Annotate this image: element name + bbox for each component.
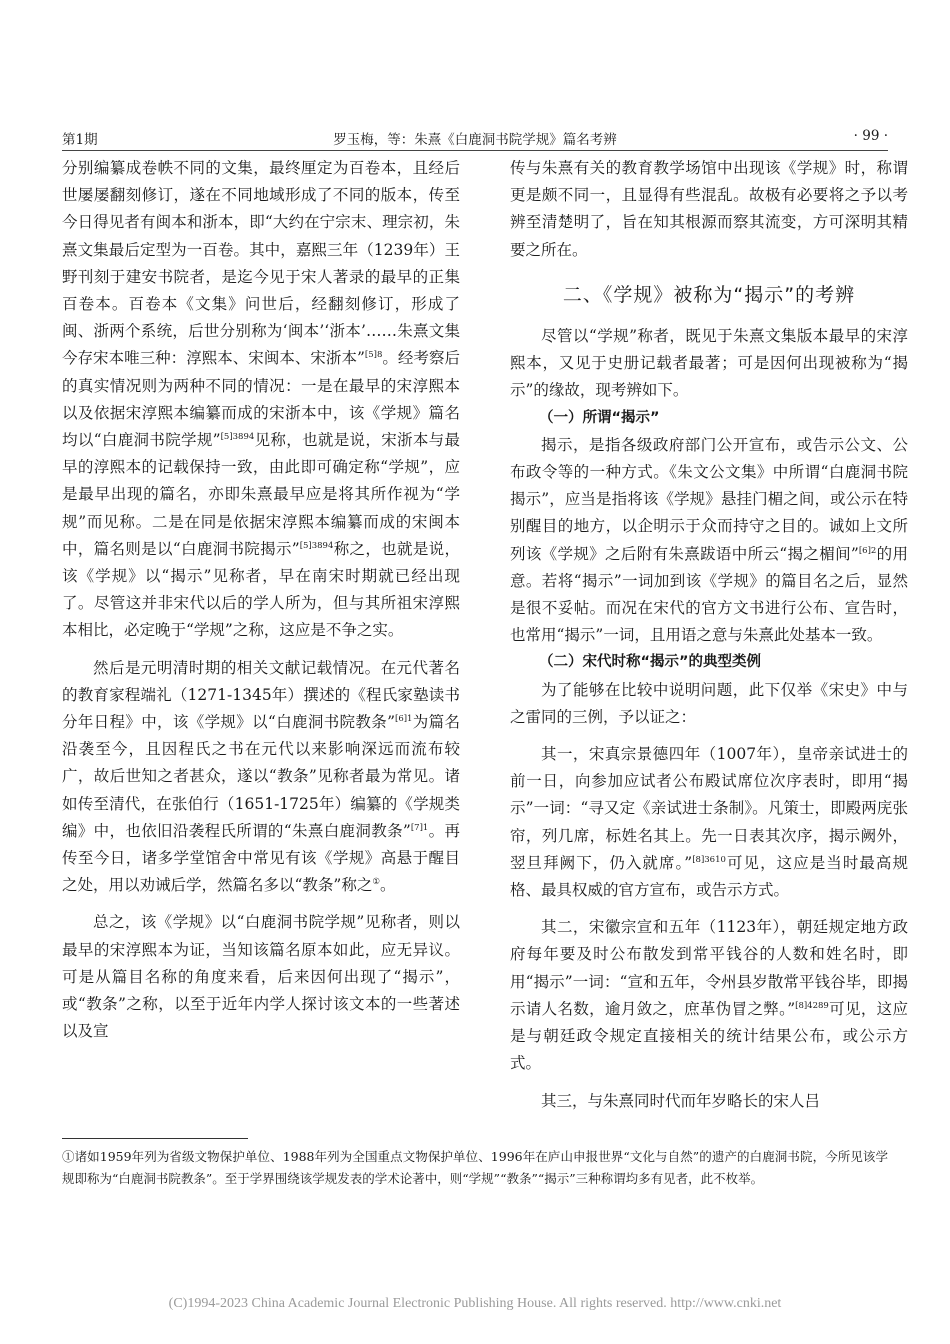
subsection-title: （一）所谓“揭示” [539,409,660,426]
citation: [5]3894 [299,540,334,551]
page-number: · 99 · [853,128,888,144]
citation: [6]2 [858,545,877,556]
paragraph: 分别编纂成卷帙不同的文集，最终厘定为百卷本，且经后世屡屡翻刻修订，遂在不同地域形成了不同的版本，传至今日得见者有闽本和浙本，即“大约在宁宗末、理宗初，朱熹文集最后定型为一百卷。其中，嘉熙三年（1239年）王野刊刻于建安书院者，是迄今见于宋人著录的最早的正集百卷本。百卷本《文集》问世后，经翻刻修订，形成了闽、浙两个系统，后世分别称为‘闽本’‘浙本’……朱熹文集今存宋本唯三种：淳熙本、宋闽本、宋浙本”$^{[5]8}$。经考察后的真实情况则为两种不同的情况：一是在最早的宋淳熙本以及依据宋淳熙本编纂而成的宋浙本中，该《学规》篇名均以“白鹿洞书院学规”$^{[5]3894}$见称，也就是说，宋浙本与最早的淳熙本的记载保持一致，由此即可确定称“学规”，应是最早出现的篇名，亦即朱熹最早应是将其所作视为“学规”而见称。二是在同是依据宋淳熙本编纂而成的宋闽本中，篇名则是以“白鹿洞书院揭示”$^{[5]3894}$称之，也就是说，该《学规》以“揭示”见称者，早在南宋时期就已经出现了。尽管这并非宋代以后的学人所为，但与其所祖宋淳熙本相比，必定晚于“学规”之称，这应是不争之实。 [62,159,460,640]
paragraph: 其三，与朱熹同时代而年岁略长的宋人吕 [541,1091,821,1110]
section-title: 二、《学规》被称为“揭示”的考辨 [562,283,856,306]
paragraph: 其二，宋徽宗宣和五年（1123年），朝廷规定地方政府每年要及时公布散发到常平钱谷的人数和姓名时，即用“揭示”一词：“宣和五年，令州县岁散常平钱谷毕，即揭示请人名数，逾月敛之，庶革伪冒之弊。”$^{[8]4289}$可见，这应是与朝廷政令规定直接相关的统计结果公布，或公示方式。 [510,918,908,1073]
left-column [62,155,460,1046]
citation: [8]4289 [795,1000,829,1011]
citation: [8]3610 [692,854,726,865]
citation: [6]1 [395,713,413,724]
footnote-marker: ① [372,877,380,888]
subsection-title: （二）宋代时称“揭示”的典型类例 [539,654,762,671]
paragraph: 传与朱熹有关的教育教学场馆中出现该《学规》时，称谓更是颇不同一，且显得有些混乱。故极有必要将之予以考辨至清楚明了，旨在知其根源而察其流变，方可深明其精要之所在。 [510,159,908,259]
right-column [510,155,908,1115]
citation: [7]1 [410,822,429,833]
paragraph: 揭示，是指各级政府部门公开宣布，或告示公文、公布政令等的一种方式。《朱文公文集》中所谓“白鹿洞书院揭示”，应当是指将该《学规》悬挂门楣之间，或公示在特别醒目的地方，以企明示于众而持守之目的。诚如上文所列该《学规》之后附有朱熹跋语中所云“揭之楣间”$^{[6]2}$的用意。若将“揭示”一词加到该《学规》的篇目名之后，显然是很不妥帖。而况在宋代的官方文书进行公布、宣告时，也常用“揭示”一词，且用语之意与朱熹此处基本一致。 [510,435,908,645]
copyright-line: (C)1994-2023 China Academic Journal Electronic Publishing House. All rights reserved. http://www.cnki.net [168,1296,782,1311]
paragraph: 总之，该《学规》以“白鹿洞书院学规”见称者，则以最早的宋淳熙本为证，当知该篇名原本如此，应无异议。可是从篇目名称的角度来看，后来因何出现了“揭示”，或“教条”之称，以至于近年内学人探讨该文本的一些著述以及宣 [62,913,460,1041]
footnote-rule [62,1138,248,1139]
issue-label: 第1期 [62,132,98,148]
citation: [5]3894 [220,431,255,442]
page-header [62,128,888,148]
paragraph: 然后是元明清时期的相关文献记载情况。在元代著名的教育家程端礼（1271-1345年）撰述的《程氏家塾读书分年日程》中，该《学规》以“白鹿洞书院教条”$^{[6]1}$为篇名沿袭至今，且因程氏之书在元代以来影响深远而流布较广，故后世知之者甚众，遂以“教条”见称者最为常见。诸如传至清代，在张伯行（1651-1725年）编纂的《学规类编》中，也依旧沿袭程氏所谓的“朱熹白鹿洞教条”$^{[7]1}$。再传至今日，诸多学堂馆舍中常见有该《学规》高悬于醒目之处，用以劝诫后学，然篇名多以“教条”称之①。 [62,658,460,895]
citation: [5]8 [364,350,383,361]
footnote: ①诸如1959年列为省级文物保护单位、1988年列为全国重点文物保护单位、1996年在庐山申报世界“文化与自然”的遗产的白鹿洞书院，今所见该学规即称为“白鹿洞书院教条”。至于学界围绕该学规发表的学术论著中，则“学规”“教条”“揭示”三种称谓均多有见者，此不枚举。 [62,1149,888,1186]
paragraph: 为了能够在比较中说明问题，此下仅举《宋史》中与之雷同的三例，予以证之： [510,680,908,726]
paragraph: 尽管以“学规”称者，既见于朱熹文集版本最早的宋淳熙本，又见于史册记载者最著；可是因何出现被称为“揭示”的缘故，现考辨如下。 [510,327,908,400]
running-title: 罗玉梅，等：朱熹《白鹿洞书院学规》篇名考辨 [333,132,617,148]
paragraph: 其一，宋真宗景德四年（1007年），皇帝亲试进士的前一日，向参加应试者公布殿试席位次序表时，即用“揭示”一词：“寻又定《亲试进士条制》。凡策士，即殿两庑张帘，列几席，标姓名其上。先一日表其次序，揭示阙外，翌旦拜阙下，仍入就席。”$^{[8]3610}$可见，这应是当时最高规格、最具权威的官方宣布，或告示方式。 [510,745,908,900]
header-rule [62,150,888,151]
